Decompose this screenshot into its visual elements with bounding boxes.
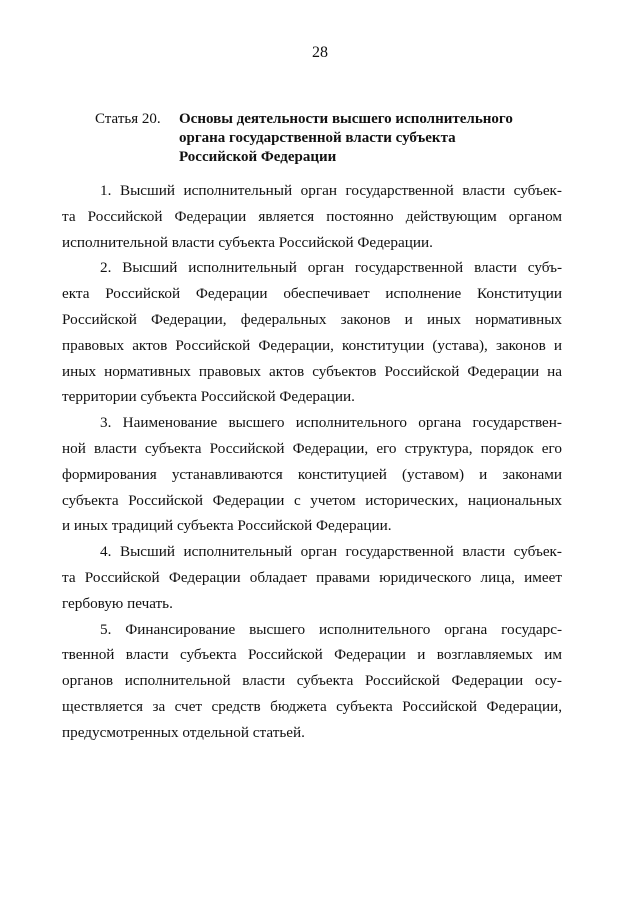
text-line: 3. Наименование высшего исполнительного органа государствен- <box>100 414 562 432</box>
text-line: исполнительной власти субъекта Российской Федерации. <box>62 233 433 251</box>
page-number: 28 <box>312 44 328 61</box>
paragraph-5 <box>62 617 562 746</box>
text-line: екта Российской Федерации обеспечивает исполнение Конституции <box>62 285 562 303</box>
text-line: территории субъекта Российской Федерации. <box>62 388 355 406</box>
text-line: та Российской Федерации обладает правами юридического лица, имеет <box>62 568 562 586</box>
text-line: и иных традиций субъекта Российской Федерации. <box>62 517 392 535</box>
text-line: формирования устанавливаются конституцией (уставом) и законами <box>62 465 562 483</box>
paragraph-3 <box>62 410 562 539</box>
text-line: иных нормативных правовых актов субъектов Российской Федерации на <box>62 362 562 380</box>
text-line: ществляется за счет средств бюджета субъекта Российской Федерации, <box>62 697 562 715</box>
text-line: ной власти субъекта Российской Федерации, его структура, порядок его <box>62 439 562 457</box>
text-line: правовых актов Российской Федерации, конституции (устава), законов и <box>62 336 562 354</box>
text-line: 4. Высший исполнительный орган государственной власти субъек- <box>100 543 562 561</box>
text-line: предусмотренных отдельной статьей. <box>62 723 305 741</box>
text-line: 5. Финансирование высшего исполнительного органа государс- <box>100 620 562 638</box>
text-line: 2. Высший исполнительный орган государственной власти субъ- <box>100 259 562 277</box>
paragraph-4 <box>62 539 562 616</box>
article-title-line: органа государственной власти субъекта <box>179 130 456 146</box>
text-line: твенной власти субъекта Российской Федерации и возглавляемых им <box>62 646 562 664</box>
text-line: субъекта Российской Федерации с учетом исторических, национальных <box>62 491 562 509</box>
paragraph-1 <box>62 178 562 255</box>
article-title-line: Основы деятельности высшего исполнительного <box>179 111 513 127</box>
text-line: гербовую печать. <box>62 594 173 612</box>
article-label: Статья 20. <box>95 111 161 127</box>
text-line: та Российской Федерации является постоянно действующим органом <box>62 207 562 225</box>
text-line: 1. Высший исполнительный орган государственной власти субъек- <box>100 182 562 199</box>
article-title <box>179 110 513 167</box>
paragraph-2 <box>62 255 562 410</box>
article-body <box>62 178 562 746</box>
text-line: Российской Федерации, федеральных законов и иных нормативных <box>62 310 562 328</box>
text-line: органов исполнительной власти субъекта Российской Федерации осу- <box>62 672 562 690</box>
article-title-line: Российской Федерации <box>179 149 337 165</box>
